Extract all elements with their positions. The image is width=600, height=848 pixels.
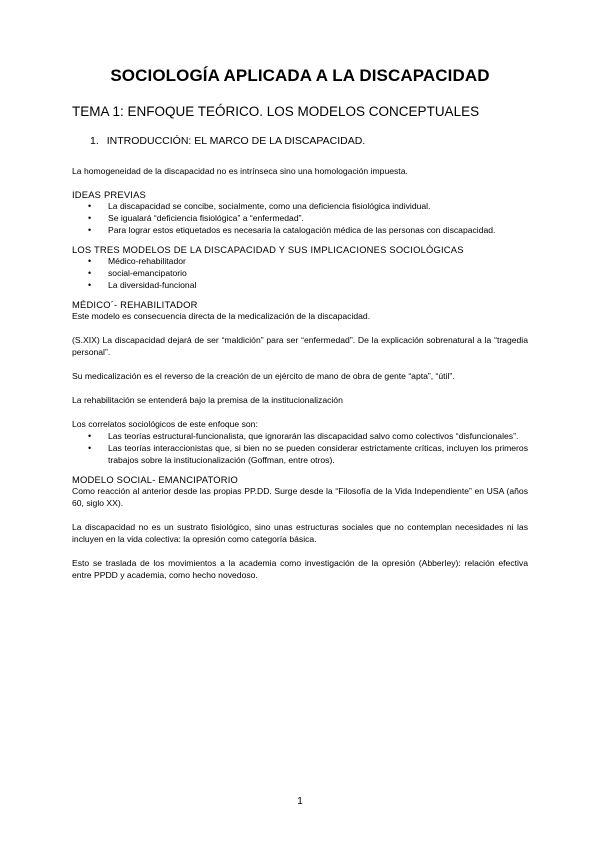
list-item: • La discapacidad se concibe, socialmente, como una deficiencia fisiológica individual. — [88, 201, 431, 211]
list-item: • La diversidad-funcional — [88, 280, 197, 290]
bullet-icon: • — [88, 280, 92, 290]
list-item: • social-emancipatorio — [88, 268, 187, 278]
intro-paragraph: La homogeneidad de la discapacidad no es intrínseca sino una homologación impuesta. — [72, 166, 408, 176]
correlatos-list — [72, 430, 528, 466]
medico-paragraph: (S.XIX) La discapacidad dejará de ser “maldición” para ser “enfermedad”. De la explicación sobrenatural a la “tragedia personal”. — [72, 335, 528, 357]
modelos-heading: LOS TRES MODELOS DE LA DISCAPACIDAD Y SUS IMPLICACIONES SOCIOLÓGICAS — [72, 244, 464, 255]
document-title: SOCIOLOGÍA APLICADA A LA DISCAPACIDAD — [110, 66, 490, 85]
bullet-icon: • — [88, 213, 92, 223]
bullet-icon: • — [88, 256, 92, 266]
social-heading: MODELO SOCIAL- EMANCIPATORIO — [72, 474, 239, 485]
modelos-block — [72, 244, 528, 291]
document-page — [72, 66, 528, 593]
bullet-icon: • — [88, 201, 92, 211]
list-item: • Médico-rehabilitador — [88, 256, 186, 266]
bullet-icon: • — [88, 225, 92, 235]
medico-paragraph: Los correlatos sociológicos de este enfoque son: — [72, 419, 258, 429]
medico-paragraph: La rehabilitación se entenderá bajo la premisa de la institucionalización — [72, 395, 343, 405]
bullet-icon: • — [88, 268, 92, 278]
bullet-icon: • — [88, 443, 92, 453]
section-number: 1. — [90, 135, 99, 147]
list-item: • Las teorías interaccionistas que, si bien no se pueden considerar estrictamente críticas, incluyen los primeros trabajos sobre la institucionalización (Goffman, entre otros). — [88, 443, 528, 465]
social-block — [72, 474, 528, 581]
social-paragraph: Esto se traslada de los movimientos a la academia como investigación de la opresión (Abberley): relación efectiva entre PPDD y academia, como hecho novedoso. — [72, 558, 528, 580]
social-paragraph: Como reacción al anterior desde las propias PP.DD. Surge desde la “Filosofía de la Vida Independiente” en USA (años 60, siglo XX). — [72, 486, 528, 508]
bullet-icon: • — [88, 431, 92, 441]
social-paragraph: La discapacidad no es un sustrato fisiológico, sino unas estructuras sociales que no contemplan necesidades ni las incluyen en la vida colectiva: la opresión como categoría básica. — [72, 522, 528, 544]
ideas-previas-block — [72, 189, 528, 236]
ideas-previas-list — [72, 200, 528, 236]
medico-paragraph: Este modelo es consecuencia directa de la medicalización de la discapacidad. — [72, 311, 371, 321]
medico-heading: MÉDICO´- REHABILITADOR — [72, 299, 198, 310]
list-item: • Las teorías estructural-funcionalista, que ignorarán las discapacidad salvo como colectivos “disfuncionales”. — [88, 431, 519, 441]
ideas-previas-heading: IDEAS PREVIAS — [72, 189, 146, 200]
list-item: • Se igualará “deficiencia fisiológica” a “enfermedad”. — [88, 213, 304, 223]
document-subtitle: TEMA 1: ENFOQUE TEÓRICO. LOS MODELOS CONCEPTUALES — [72, 104, 480, 119]
page-number: 1 — [297, 796, 303, 807]
modelos-list — [72, 255, 528, 291]
section-heading — [90, 135, 528, 147]
list-item: • Para lograr estos etiquetados es necesaria la catalogación médica de las personas con discapacidad. — [88, 225, 496, 235]
section-label: INTRODUCCIÓN: EL MARCO DE LA DISCAPACIDAD. — [106, 135, 366, 147]
medico-block — [72, 299, 528, 466]
medico-paragraph: Su medicalización es el reverso de la creación de un ejército de mano de obra de gente “apta”, “útil”. — [72, 371, 455, 381]
